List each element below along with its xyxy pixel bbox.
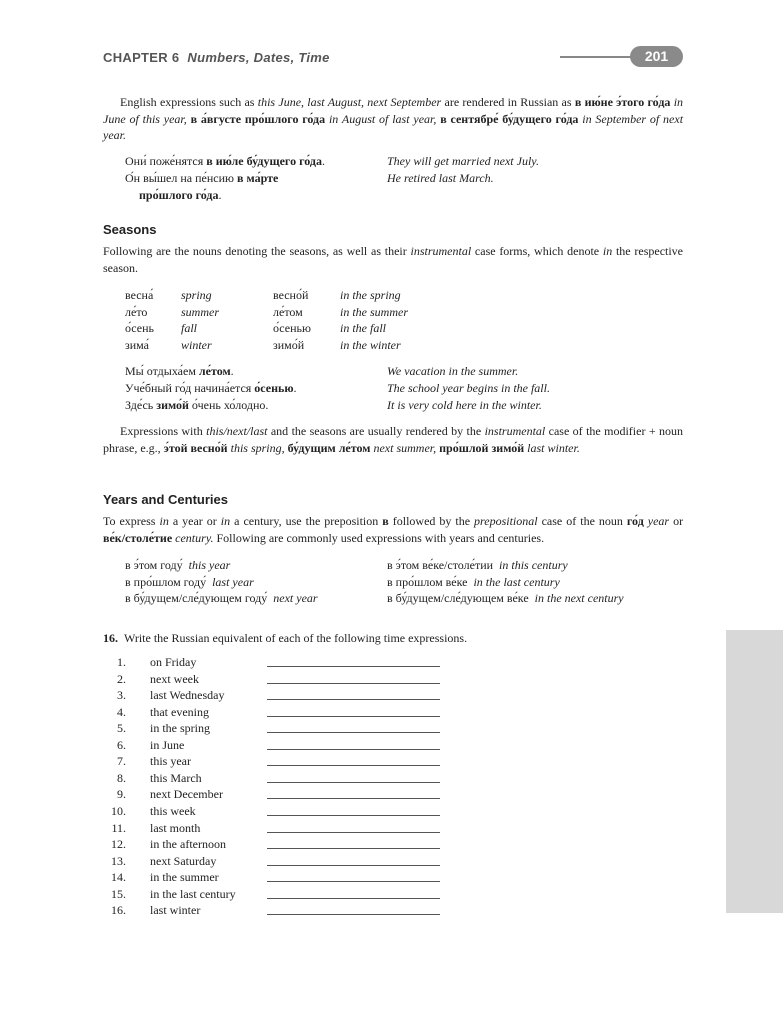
- season-instrumental-en: in the winter: [340, 338, 401, 352]
- exercise-item-text: that evening: [150, 705, 209, 719]
- answer-blank[interactable]: [267, 699, 440, 700]
- season-instrumental-en: in the fall: [340, 321, 386, 335]
- season-instrumental: о́сенью: [273, 321, 311, 335]
- answer-blank[interactable]: [267, 716, 440, 717]
- intro-example-en: He retired last March.: [387, 171, 494, 185]
- season-noun: зима́: [125, 338, 149, 352]
- page-number-badge: 201: [630, 46, 683, 67]
- season-example-en: The school year begins in the fall.: [387, 381, 550, 395]
- exercise-item-number: 4.: [117, 705, 126, 719]
- exercise-item-text: on Friday: [150, 655, 197, 669]
- chapter-header: [103, 50, 330, 65]
- seasons-note: Expressions with this/next/last and the seasons are usually rendered by the instrumental case of the modifier + noun phrase, e.g., э́той весно́й this spring, бу́дущим ле́том next summer, про́шлой зимо́й last winter.: [103, 424, 683, 455]
- exercise-instruction: 16. Write the Russian equivalent of each of the following time expressions.: [103, 631, 468, 645]
- season-instrumental-en: in the summer: [340, 305, 408, 319]
- years-description: To express in a year or in a century, use the preposition в followed by the prepositional case of the noun го́д year or ве́к/столе́тие century. Following are commonly used expressions with years and centuries.: [103, 514, 684, 545]
- exercise-item-number: 1.: [117, 655, 126, 669]
- exercise-item-number: 9.: [117, 787, 126, 801]
- exercise-item-text: in the summer: [150, 870, 219, 884]
- intro-paragraph: English expressions such as this June, last August, next September are rendered in Russian as в ию́не э́того го́да in June of this year, в а́вгусте про́шлого го́да in August of last year, в сентябре́ бу́дущего го́да in September of next year.: [103, 95, 684, 142]
- exercise-item-text: in the afternoon: [150, 837, 226, 851]
- answer-blank[interactable]: [267, 782, 440, 783]
- exercise-item-text: next week: [150, 672, 199, 686]
- year-expression: в э́том году́ this year: [125, 558, 231, 572]
- season-example-en: We vacation in the summer.: [387, 364, 519, 378]
- exercise-item-number: 15.: [111, 887, 126, 901]
- answer-blank[interactable]: [267, 815, 440, 816]
- season-example-ru: Зде́сь зимо́й о́чень хо́лодно.: [125, 398, 269, 412]
- exercise-item-text: last month: [150, 821, 201, 835]
- season-noun: о́сень: [125, 321, 154, 335]
- answer-blank[interactable]: [267, 765, 440, 766]
- exercise-item-number: 13.: [111, 854, 126, 868]
- answer-blank[interactable]: [267, 914, 440, 915]
- season-noun-en: winter: [181, 338, 212, 352]
- exercise-item-number: 11.: [111, 821, 126, 835]
- answer-blank[interactable]: [267, 832, 440, 833]
- exercise-item-text: last Wednesday: [150, 688, 225, 702]
- exercise-item-text: last winter: [150, 903, 201, 917]
- exercise-item-number: 6.: [117, 738, 126, 752]
- exercise-item-number: 12.: [111, 837, 126, 851]
- answer-blank[interactable]: [267, 865, 440, 866]
- exercise-item-text: this week: [150, 804, 196, 818]
- answer-blank[interactable]: [267, 732, 440, 733]
- century-expression: в э́том ве́ке/столе́тии in this century: [387, 558, 568, 572]
- intro-example-ru-cont: про́шлого го́да.: [139, 188, 222, 202]
- exercise-item-number: 3.: [117, 688, 126, 702]
- intro-example-ru: О́н вы́шел на пе́нсию в ма́рте: [125, 171, 279, 185]
- exercise-list: [103, 654, 443, 924]
- answer-blank[interactable]: [267, 881, 440, 882]
- exercise-item-text: in the spring: [150, 721, 210, 735]
- season-instrumental-en: in the spring: [340, 288, 401, 302]
- answer-blank[interactable]: [267, 848, 440, 849]
- season-noun: ле́то: [125, 305, 148, 319]
- exercise-item-text: this March: [150, 771, 202, 785]
- intro-example-ru: Они́ поже́нятся в ию́ле бу́дущего го́да.: [125, 154, 325, 168]
- season-instrumental: весно́й: [273, 288, 309, 302]
- exercise-item-text: this year: [150, 754, 191, 768]
- exercise-item-text: next December: [150, 787, 223, 801]
- season-instrumental: зимо́й: [273, 338, 305, 352]
- season-noun: весна́: [125, 288, 154, 302]
- century-expression: в про́шлом ве́ке in the last century: [387, 575, 560, 589]
- answer-blank[interactable]: [267, 798, 440, 799]
- exercise-item-number: 10.: [111, 804, 126, 818]
- exercise-item-text: in the last century: [150, 887, 236, 901]
- year-expression: в про́шлом году́ last year: [125, 575, 254, 589]
- intro-example-en: They will get married next July.: [387, 154, 539, 168]
- season-example-ru: Мы́ отдыха́ем ле́том.: [125, 364, 234, 378]
- exercise-item-number: 2.: [117, 672, 126, 686]
- side-thumb-tab: [726, 630, 783, 913]
- chapter-label: CHAPTER 6: [103, 50, 180, 65]
- seasons-description: Following are the nouns denoting the seasons, as well as their instrumental case forms, which denote in the respective season.: [103, 244, 684, 275]
- chapter-title: Numbers, Dates, Time: [187, 50, 330, 65]
- exercise-item-text: next Saturday: [150, 854, 217, 868]
- year-expression: в бу́дущем/сле́дующем году́ next year: [125, 591, 318, 605]
- exercise-item-number: 8.: [117, 771, 126, 785]
- answer-blank[interactable]: [267, 898, 440, 899]
- exercise-item-number: 7.: [117, 754, 126, 768]
- century-expression: в бу́дущем/сле́дующем ве́ке in the next century: [387, 591, 624, 605]
- season-example-en: It is very cold here in the winter.: [387, 398, 542, 412]
- answer-blank[interactable]: [267, 666, 440, 667]
- season-example-ru: Уче́бный го́д начина́ется о́сенью.: [125, 381, 297, 395]
- exercise-item-text: in June: [150, 738, 185, 752]
- answer-blank[interactable]: [267, 683, 440, 684]
- section-title-seasons: Seasons: [103, 222, 157, 237]
- answer-blank[interactable]: [267, 749, 440, 750]
- exercise-item-number: 14.: [111, 870, 126, 884]
- season-noun-en: summer: [181, 305, 219, 319]
- season-instrumental: ле́том: [273, 305, 303, 319]
- season-noun-en: spring: [181, 288, 212, 302]
- header-rule: [560, 56, 640, 58]
- section-title-years: Years and Centuries: [103, 492, 228, 507]
- season-noun-en: fall: [181, 321, 198, 335]
- exercise-item-number: 5.: [117, 721, 126, 735]
- exercise-item-number: 16.: [111, 903, 126, 917]
